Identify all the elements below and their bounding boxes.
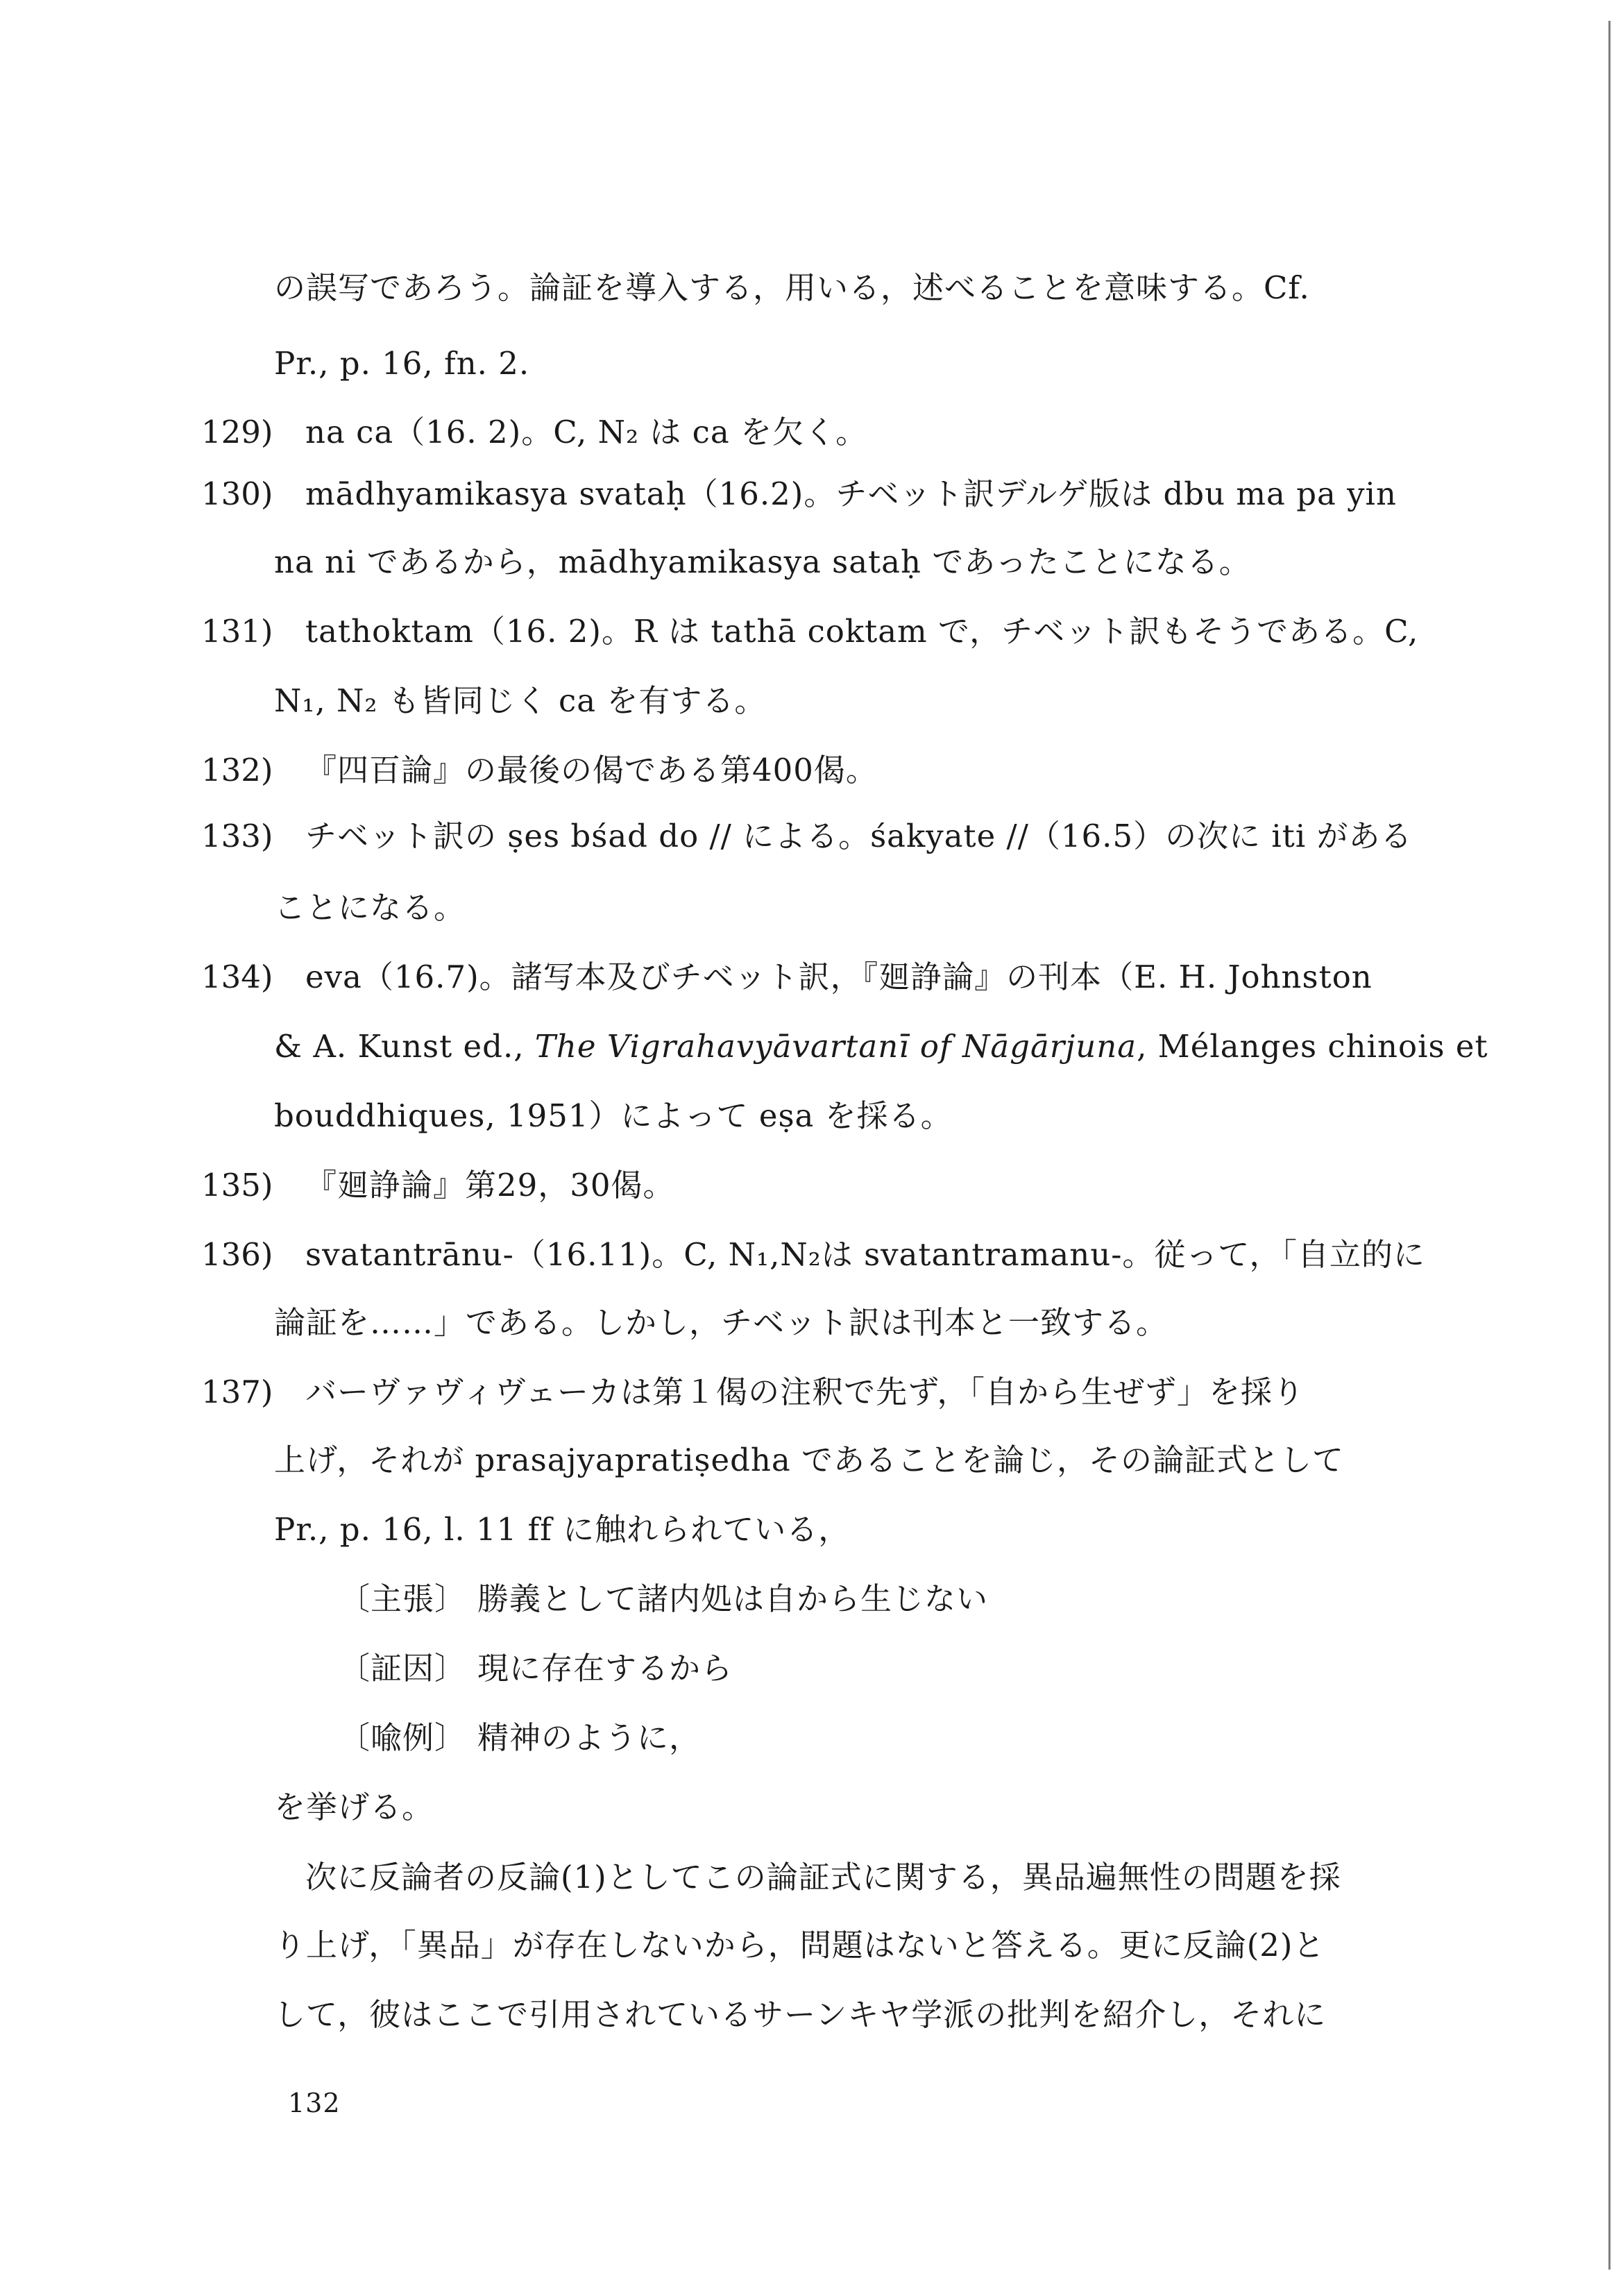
text-line: bouddhiques, 1951）によって eṣa を採る。 (274, 1097, 953, 1134)
note-text: 『廻諍論』第29，30偈。 (305, 1167, 675, 1204)
text-line (274, 1026, 1488, 1067)
note-number: 136) (201, 1236, 273, 1273)
note-text: mādhyamikasya svataḥ（16.2)。チベット訳デルゲ版は dbu ma pa yin (305, 475, 1397, 512)
book-title: The Vigrahavyāvartanī of Nāgārjuna (534, 1028, 1137, 1065)
text-span: , Mélanges chinois et (1137, 1028, 1488, 1065)
text-line: の誤写であろう。論証を導入する，用いる，述べることを意味する。Cf. (274, 269, 1310, 306)
note-number: 134) (201, 959, 273, 995)
text-line: り上げ，「異品」が存在しないから，問題はないと答える。更に反論(2)と (274, 1927, 1325, 1964)
text-line: Pr., p. 16, l. 11 ff に触れられている， (274, 1511, 851, 1548)
text-line: N₁, N₂ も皆同じく ca を有する。 (274, 682, 767, 719)
note-number: 129) (201, 414, 273, 450)
text-line: を挙げる。 (274, 1789, 434, 1825)
syllogism-row (339, 1648, 733, 1689)
note-number: 130) (201, 475, 273, 512)
note-number: 131) (201, 613, 273, 650)
note-text: eva（16.7)。諸写本及びチベット訳，『廻諍論』の刊本（E. H. Johnston (305, 959, 1373, 995)
note-text: バーヴァヴィヴェーカは第１偈の注釈で先ず，「自から生ぜず」を採り (305, 1374, 1305, 1410)
note-text: svatantrānu-（16.11)。C, N₁,N₂は svatantramanu-。従って，「自立的に (305, 1236, 1426, 1273)
syllogism-tag: 〔証因〕 (339, 1650, 467, 1687)
text-line: 次に反論者の反論(1)としてこの論証式に関する，異品遍無性の問題を採 (305, 1859, 1341, 1896)
syllogism-text: 精神のように， (477, 1719, 702, 1756)
note-text: チベット訳の ṣes bśad do // による。śakyate //（16.5）の次に iti がある (305, 818, 1413, 854)
syllogism-text: 勝義として諸内処は自から生じない (477, 1580, 989, 1617)
page-edge-line (1604, 21, 1611, 2270)
text-line: Pr., p. 16, fn. 2. (274, 345, 530, 382)
text-span: & A. Kunst ed., (274, 1028, 535, 1065)
text-line: して，彼はここで引用されているサーンキヤ学派の批判を紹介し，それに (274, 1996, 1327, 2033)
syllogism-tag: 〔主張〕 (339, 1580, 467, 1617)
note-number: 132) (201, 752, 273, 788)
text-line: 論証を……」である。しかし，チベット訳は刊本と一致する。 (274, 1304, 1169, 1341)
note-number: 135) (201, 1167, 273, 1204)
syllogism-text: 現に存在するから (477, 1650, 733, 1687)
syllogism-row (339, 1578, 988, 1620)
syllogism-tag: 〔喩例〕 (339, 1719, 467, 1756)
note-number: 133) (201, 818, 273, 854)
text-line: ことになる。 (274, 889, 466, 926)
note-text: 『四百論』の最後の偈である第400偈。 (305, 752, 878, 788)
note-text: na ca（16. 2)。C, N₂ は ca を欠く。 (305, 414, 868, 450)
note-number: 137) (201, 1374, 273, 1410)
syllogism-row (339, 1717, 701, 1759)
note-text: tathoktam（16. 2)。R は tathā coktam で，チベット訳もそうである。C, (305, 613, 1419, 650)
page-number: 132 (288, 2088, 341, 2118)
text-line: 上げ，それが prasajyapratiṣedha であることを論じ，その論証式として (274, 1442, 1345, 1478)
text-line: na ni であるから，mādhyamikasya sataḥ であったことになる。 (274, 543, 1251, 580)
